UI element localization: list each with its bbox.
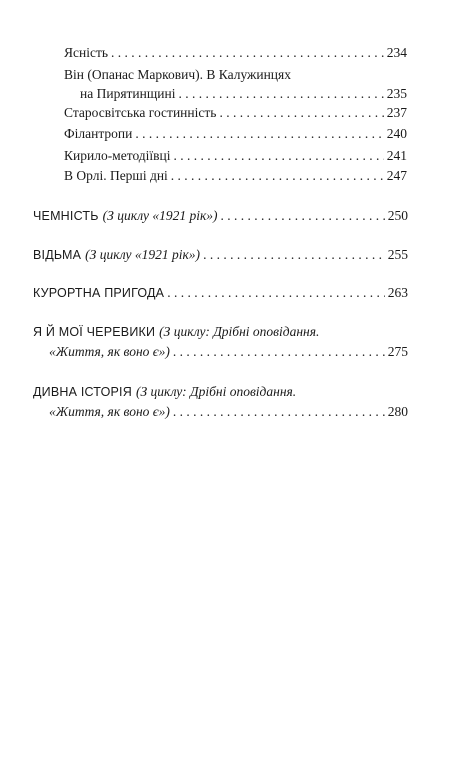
- toc-entry-title: Філантропи: [64, 126, 133, 141]
- section-note-line2: «Життя, як воно є»): [49, 344, 170, 359]
- section-note: (З циклу «1921 рік»): [102, 208, 218, 223]
- toc-entry-title: Старосвітська гостинність: [64, 105, 217, 120]
- toc-entry-title: В Орлі. Перші дні: [64, 168, 168, 183]
- toc-entry-starosvitska[interactable]: [64, 103, 407, 122]
- section-note-line1: (З циклу: Дрібні оповідання.: [159, 324, 320, 339]
- toc-entry-title: Кирило-методіївці: [64, 148, 171, 163]
- toc-section-vidma[interactable]: [33, 245, 408, 265]
- toc-page-number: 255: [387, 247, 408, 262]
- leader-dots: [135, 124, 383, 143]
- toc-entry-vin[interactable]: [64, 65, 407, 103]
- section-note: (З циклу «1921 рік»): [85, 247, 201, 262]
- leader-dots: [219, 103, 383, 122]
- toc-entry-kyrylo-metodiivtsi[interactable]: [64, 146, 407, 165]
- toc-page-number: 275: [387, 344, 408, 359]
- section-title: ЧЕМНІСТЬ: [33, 209, 99, 223]
- section-title: ДИВНА ІСТОРІЯ: [33, 385, 132, 399]
- leader-dots: [173, 342, 385, 361]
- leader-dots: [167, 283, 385, 302]
- toc-page-number: 235: [386, 86, 407, 101]
- section-title: Я Й МОЇ ЧЕРЕВИКИ: [33, 325, 156, 339]
- toc-entry-title: Ясність: [64, 45, 109, 60]
- leader-dots: [173, 402, 385, 421]
- toc-page-number: 237: [386, 105, 407, 120]
- toc-page-number: 263: [387, 285, 408, 300]
- toc-page-number: 247: [386, 168, 407, 183]
- toc-entry-yasnist[interactable]: [64, 43, 407, 62]
- toc-section-dyvna-istoriia[interactable]: [33, 382, 408, 421]
- toc-entry-title-line1: Він (Опанас Маркович). В Калужинцях: [64, 67, 291, 82]
- section-note-line1: (З циклу: Дрібні оповідання.: [135, 384, 297, 399]
- toc-page-number: 241: [386, 148, 407, 163]
- toc-entry-filantropy[interactable]: [64, 124, 407, 143]
- toc-page-number: 240: [386, 126, 407, 141]
- leader-dots: [111, 43, 384, 62]
- leader-dots: [171, 166, 384, 185]
- toc-section-ya-i-moi-cherevyky[interactable]: [33, 322, 408, 361]
- toc-page-number: 280: [387, 404, 408, 419]
- toc-page-number: 234: [386, 45, 407, 60]
- section-note-line2: «Життя, як воно є»): [49, 404, 170, 419]
- leader-dots: [203, 245, 385, 264]
- leader-dots: [174, 146, 384, 165]
- section-title: КУРОРТНА ПРИГОДА: [33, 286, 165, 300]
- leader-dots: [178, 84, 383, 103]
- section-title: ВІДЬМА: [33, 248, 82, 262]
- leader-dots: [221, 206, 385, 225]
- toc-entry-title-line2: на Пирятинщині: [80, 86, 176, 101]
- toc-section-kurortna-pryhoda[interactable]: [33, 283, 408, 303]
- toc-page-number: 250: [387, 208, 408, 223]
- toc-entry-v-orli[interactable]: [64, 166, 407, 185]
- toc-section-chemnist[interactable]: [33, 206, 408, 226]
